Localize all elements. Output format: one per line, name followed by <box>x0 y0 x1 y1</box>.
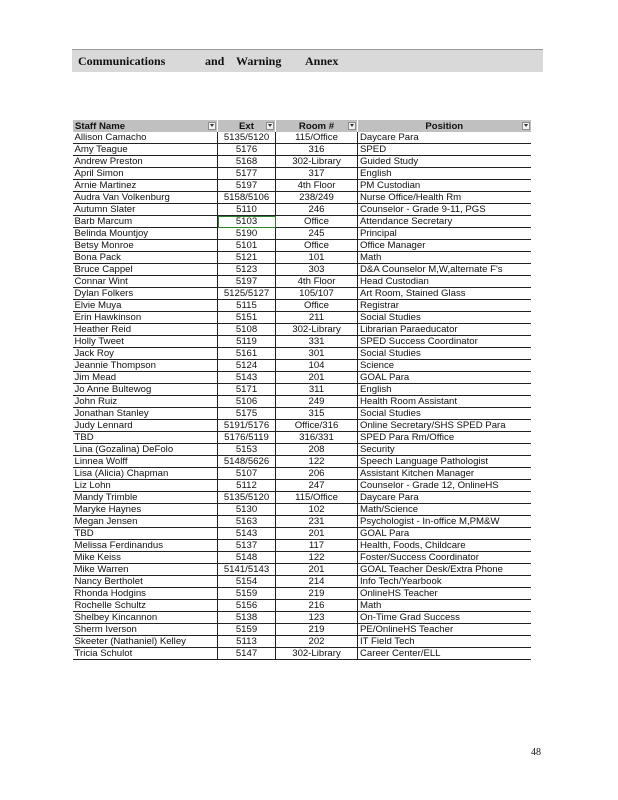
annex-header-bar <box>72 49 543 72</box>
ext-cell: 5197 <box>218 276 276 288</box>
position-cell: GOAL Teacher Desk/Extra Phone <box>358 564 531 576</box>
staff-name-cell: Jeannie Thompson <box>73 360 218 372</box>
staff-name-cell: Jack Roy <box>73 348 218 360</box>
ext-cell: 5101 <box>218 240 276 252</box>
table-row <box>73 204 531 216</box>
ext-cell: 5175 <box>218 408 276 420</box>
table-row <box>73 504 531 516</box>
room-cell: 302-Library <box>276 156 358 168</box>
position-cell: English <box>358 168 531 180</box>
filter-dropdown-icon[interactable] <box>522 122 530 130</box>
ext-cell: 5197 <box>218 180 276 192</box>
ext-cell: 5161 <box>218 348 276 360</box>
table-row <box>73 312 531 324</box>
ext-cell: 5138 <box>218 612 276 624</box>
room-cell: 249 <box>276 396 358 408</box>
staff-name-cell: Mike Keiss <box>73 552 218 564</box>
room-cell: 115/Office <box>276 132 358 144</box>
room-cell: 301 <box>276 348 358 360</box>
ext-cell: 5143 <box>218 528 276 540</box>
room-cell: 122 <box>276 456 358 468</box>
position-cell: Speech Language Pathologist <box>358 456 531 468</box>
ext-cell: 5119 <box>218 336 276 348</box>
staff-name-cell: Liz Lohn <box>73 480 218 492</box>
staff-name-cell: Allison Camacho <box>73 132 218 144</box>
table-row <box>73 408 531 420</box>
room-cell: 303 <box>276 264 358 276</box>
staff-name-cell: Shelbey Kincannon <box>73 612 218 624</box>
column-header-ext <box>218 120 276 132</box>
staff-name-cell: Andrew Preston <box>73 156 218 168</box>
column-header-staff-name <box>73 120 218 132</box>
column-header-room <box>276 120 358 132</box>
position-cell: Science <box>358 360 531 372</box>
staff-table-body <box>73 132 531 660</box>
staff-name-cell: John Ruiz <box>73 396 218 408</box>
staff-name-cell: Autumn Slater <box>73 204 218 216</box>
room-cell: 214 <box>276 576 358 588</box>
room-cell: 315 <box>276 408 358 420</box>
position-cell: Daycare Para <box>358 492 531 504</box>
ext-cell: 5107 <box>218 468 276 480</box>
staff-name-cell: Heather Reid <box>73 324 218 336</box>
position-cell: Head Custodian <box>358 276 531 288</box>
position-cell: Health, Foods, Childcare <box>358 540 531 552</box>
position-cell: Registrar <box>358 300 531 312</box>
filter-dropdown-icon[interactable] <box>348 122 356 130</box>
staff-name-cell: Maryke Haynes <box>73 504 218 516</box>
table-row <box>73 528 531 540</box>
staff-name-cell: Mandy Trimble <box>73 492 218 504</box>
room-cell: 101 <box>276 252 358 264</box>
ext-cell: 5159 <box>218 588 276 600</box>
ext-cell: 5125/5127 <box>218 288 276 300</box>
staff-name-cell: Connar Wint <box>73 276 218 288</box>
position-cell: Psychologist - In-office M,PM&W <box>358 516 531 528</box>
column-header-label: Room # <box>298 120 335 132</box>
staff-name-cell: Jim Mead <box>73 372 218 384</box>
table-row <box>73 540 531 552</box>
ext-cell: 5108 <box>218 324 276 336</box>
room-cell: 317 <box>276 168 358 180</box>
table-row <box>73 360 531 372</box>
ext-cell: 5106 <box>218 396 276 408</box>
room-cell: 245 <box>276 228 358 240</box>
position-cell: Social Studies <box>358 408 531 420</box>
ext-cell: 5151 <box>218 312 276 324</box>
header-word-warning: Warning <box>236 54 282 68</box>
room-cell: 202 <box>276 636 358 648</box>
position-cell: PM Custodian <box>358 180 531 192</box>
column-header-label: Ext <box>239 120 254 132</box>
staff-name-cell: Holly Tweet <box>73 336 218 348</box>
position-cell: Security <box>358 444 531 456</box>
staff-name-cell: Erin Hawkinson <box>73 312 218 324</box>
position-cell: Math <box>358 600 531 612</box>
ext-cell: 5137 <box>218 540 276 552</box>
room-cell: 246 <box>276 204 358 216</box>
staff-name-cell: Nancy Bertholet <box>73 576 218 588</box>
ext-cell: 5141/5143 <box>218 564 276 576</box>
ext-cell: 5156 <box>218 600 276 612</box>
position-cell: Attendance Secretary <box>358 216 531 228</box>
staff-name-cell: Elvie Muya <box>73 300 218 312</box>
position-cell: Nurse Office/Health Rm <box>358 192 531 204</box>
table-row <box>73 624 531 636</box>
staff-name-cell: Judy Lennard <box>73 420 218 432</box>
position-cell: Info Tech/Yearbook <box>358 576 531 588</box>
ext-cell: 5103 <box>218 216 276 228</box>
position-cell: Math/Science <box>358 504 531 516</box>
ext-cell: 5123 <box>218 264 276 276</box>
table-row <box>73 576 531 588</box>
ext-cell: 5168 <box>218 156 276 168</box>
table-row <box>73 588 531 600</box>
room-cell: 201 <box>276 528 358 540</box>
table-row <box>73 324 531 336</box>
room-cell: 123 <box>276 612 358 624</box>
ext-cell: 5115 <box>218 300 276 312</box>
staff-name-cell: Mike Warren <box>73 564 218 576</box>
table-row <box>73 384 531 396</box>
table-row <box>73 444 531 456</box>
room-cell: Office <box>276 300 358 312</box>
room-cell: 4th Floor <box>276 180 358 192</box>
staff-name-cell: TBD <box>73 432 218 444</box>
ext-cell: 5110 <box>218 204 276 216</box>
header-word-communications: Communications <box>78 54 166 68</box>
room-cell: 302-Library <box>276 648 358 660</box>
staff-name-cell: Betsy Monroe <box>73 240 218 252</box>
room-cell: 206 <box>276 468 358 480</box>
ext-cell: 5171 <box>218 384 276 396</box>
ext-cell: 5159 <box>218 624 276 636</box>
staff-name-cell: Bruce Cappel <box>73 264 218 276</box>
table-row <box>73 144 531 156</box>
room-cell: 219 <box>276 624 358 636</box>
position-cell: Counselor - Grade 12, OnlineHS <box>358 480 531 492</box>
ext-cell: 5124 <box>218 360 276 372</box>
staff-name-cell: Megan Jensen <box>73 516 218 528</box>
ext-cell: 5148 <box>218 552 276 564</box>
column-header-position <box>358 120 531 132</box>
position-cell: GOAL Para <box>358 528 531 540</box>
position-cell: Librarian Paraeducator <box>358 324 531 336</box>
ext-cell: 5143 <box>218 372 276 384</box>
staff-name-cell: April Simon <box>73 168 218 180</box>
ext-cell: 5163 <box>218 516 276 528</box>
position-cell: Foster/Success Coordinator <box>358 552 531 564</box>
room-cell: 216 <box>276 600 358 612</box>
staff-name-cell: Sherm Iverson <box>73 624 218 636</box>
ext-cell: 5121 <box>218 252 276 264</box>
position-cell: Counselor - Grade 9-11, PGS <box>358 204 531 216</box>
position-cell: Office Manager <box>358 240 531 252</box>
position-cell: Daycare Para <box>358 132 531 144</box>
room-cell: 102 <box>276 504 358 516</box>
table-row <box>73 600 531 612</box>
staff-name-cell: Skeeter (Nathaniel) Kelley <box>73 636 218 648</box>
table-header-row <box>73 120 531 132</box>
staff-name-cell: Jo Anne Bultewog <box>73 384 218 396</box>
ext-cell: 5154 <box>218 576 276 588</box>
position-cell: SPED Para Rm/Office <box>358 432 531 444</box>
ext-cell: 5112 <box>218 480 276 492</box>
position-cell: OnlineHS Teacher <box>358 588 531 600</box>
position-cell: Assistant Kitchen Manager <box>358 468 531 480</box>
table-row <box>73 636 531 648</box>
table-row <box>73 192 531 204</box>
position-cell: Art Room, Stained Glass <box>358 288 531 300</box>
table-row <box>73 396 531 408</box>
table-row <box>73 372 531 384</box>
room-cell: 4th Floor <box>276 276 358 288</box>
ext-cell: 5113 <box>218 636 276 648</box>
ext-cell: 5147 <box>218 648 276 660</box>
position-cell: Career Center/ELL <box>358 648 531 660</box>
room-cell: 238/249 <box>276 192 358 204</box>
room-cell: 122 <box>276 552 358 564</box>
ext-cell: 5190 <box>218 228 276 240</box>
ext-cell: 5153 <box>218 444 276 456</box>
table-row <box>73 168 531 180</box>
position-cell: Health Room Assistant <box>358 396 531 408</box>
position-cell: On-Time Grad Success <box>358 612 531 624</box>
table-row <box>73 252 531 264</box>
ext-cell: 5148/5626 <box>218 456 276 468</box>
table-row <box>73 612 531 624</box>
room-cell: 247 <box>276 480 358 492</box>
staff-name-cell: Belinda Mountjoy <box>73 228 218 240</box>
page-number: 48 <box>531 747 541 758</box>
staff-name-cell: Audra Van Volkenburg <box>73 192 218 204</box>
table-row <box>73 276 531 288</box>
room-cell: 201 <box>276 372 358 384</box>
room-cell: 311 <box>276 384 358 396</box>
table-row <box>73 456 531 468</box>
filter-dropdown-icon[interactable] <box>208 122 216 130</box>
staff-name-cell: Melissa Ferdinandus <box>73 540 218 552</box>
position-cell: Guided Study <box>358 156 531 168</box>
table-row <box>73 432 531 444</box>
staff-name-cell: Lisa (Alicia) Chapman <box>73 468 218 480</box>
position-cell: GOAL Para <box>358 372 531 384</box>
table-row <box>73 180 531 192</box>
header-word-annex: Annex <box>305 54 339 68</box>
column-header-label: Position <box>425 120 464 132</box>
ext-cell: 5176 <box>218 144 276 156</box>
ext-cell: 5135/5120 <box>218 132 276 144</box>
table-row <box>73 336 531 348</box>
room-cell: Office <box>276 216 358 228</box>
position-cell: Online Secretary/SHS SPED Para <box>358 420 531 432</box>
table-row <box>73 300 531 312</box>
staff-name-cell: TBD <box>73 528 218 540</box>
staff-name-cell: Linnea Wolff <box>73 456 218 468</box>
position-cell: Social Studies <box>358 312 531 324</box>
room-cell: 302-Library <box>276 324 358 336</box>
staff-name-cell: Barb Marcum <box>73 216 218 228</box>
room-cell: 316/331 <box>276 432 358 444</box>
room-cell: Office/316 <box>276 420 358 432</box>
position-cell: PE/OnlineHS Teacher <box>358 624 531 636</box>
table-row <box>73 648 531 660</box>
staff-name-cell: Tricia Schulot <box>73 648 218 660</box>
table-row <box>73 240 531 252</box>
room-cell: 231 <box>276 516 358 528</box>
table-row <box>73 468 531 480</box>
room-cell: 211 <box>276 312 358 324</box>
ext-cell: 5158/5106 <box>218 192 276 204</box>
room-cell: 331 <box>276 336 358 348</box>
ext-cell: 5191/5176 <box>218 420 276 432</box>
staff-name-cell: Dylan Folkers <box>73 288 218 300</box>
staff-name-cell: Rhonda Hodgins <box>73 588 218 600</box>
room-cell: 117 <box>276 540 358 552</box>
table-row <box>73 264 531 276</box>
room-cell: 219 <box>276 588 358 600</box>
ext-cell: 5176/5119 <box>218 432 276 444</box>
staff-name-cell: Amy Teague <box>73 144 218 156</box>
ext-cell: 5135/5120 <box>218 492 276 504</box>
staff-name-cell: Arnie Martinez <box>73 180 218 192</box>
table-row <box>73 216 531 228</box>
room-cell: 316 <box>276 144 358 156</box>
staff-directory-table <box>72 120 531 660</box>
column-header-label: Staff Name <box>75 120 126 132</box>
room-cell: 208 <box>276 444 358 456</box>
table-row <box>73 516 531 528</box>
position-cell: IT Field Tech <box>358 636 531 648</box>
staff-name-cell: Lina (Gozalina) DeFolo <box>73 444 218 456</box>
table-row <box>73 156 531 168</box>
position-cell: SPED Success Coordinator <box>358 336 531 348</box>
header-word-and: and <box>205 54 225 68</box>
position-cell: Math <box>358 252 531 264</box>
table-row <box>73 420 531 432</box>
table-row <box>73 492 531 504</box>
room-cell: 105/107 <box>276 288 358 300</box>
staff-name-cell: Rochelle Schultz <box>73 600 218 612</box>
position-cell: Principal <box>358 228 531 240</box>
position-cell: D&A Counselor M,W,alternate F's <box>358 264 531 276</box>
position-cell: English <box>358 384 531 396</box>
room-cell: 201 <box>276 564 358 576</box>
room-cell: 104 <box>276 360 358 372</box>
ext-cell: 5130 <box>218 504 276 516</box>
staff-name-cell: Jonathan Stanley <box>73 408 218 420</box>
position-cell: SPED <box>358 144 531 156</box>
table-row <box>73 552 531 564</box>
ext-cell: 5177 <box>218 168 276 180</box>
room-cell: Office <box>276 240 358 252</box>
table-row <box>73 564 531 576</box>
staff-name-cell: Bona Pack <box>73 252 218 264</box>
table-row <box>73 132 531 144</box>
table-row <box>73 480 531 492</box>
table-row <box>73 288 531 300</box>
room-cell: 115/Office <box>276 492 358 504</box>
table-row <box>73 228 531 240</box>
table-row <box>73 348 531 360</box>
filter-dropdown-icon[interactable] <box>266 122 274 130</box>
position-cell: Social Studies <box>358 348 531 360</box>
